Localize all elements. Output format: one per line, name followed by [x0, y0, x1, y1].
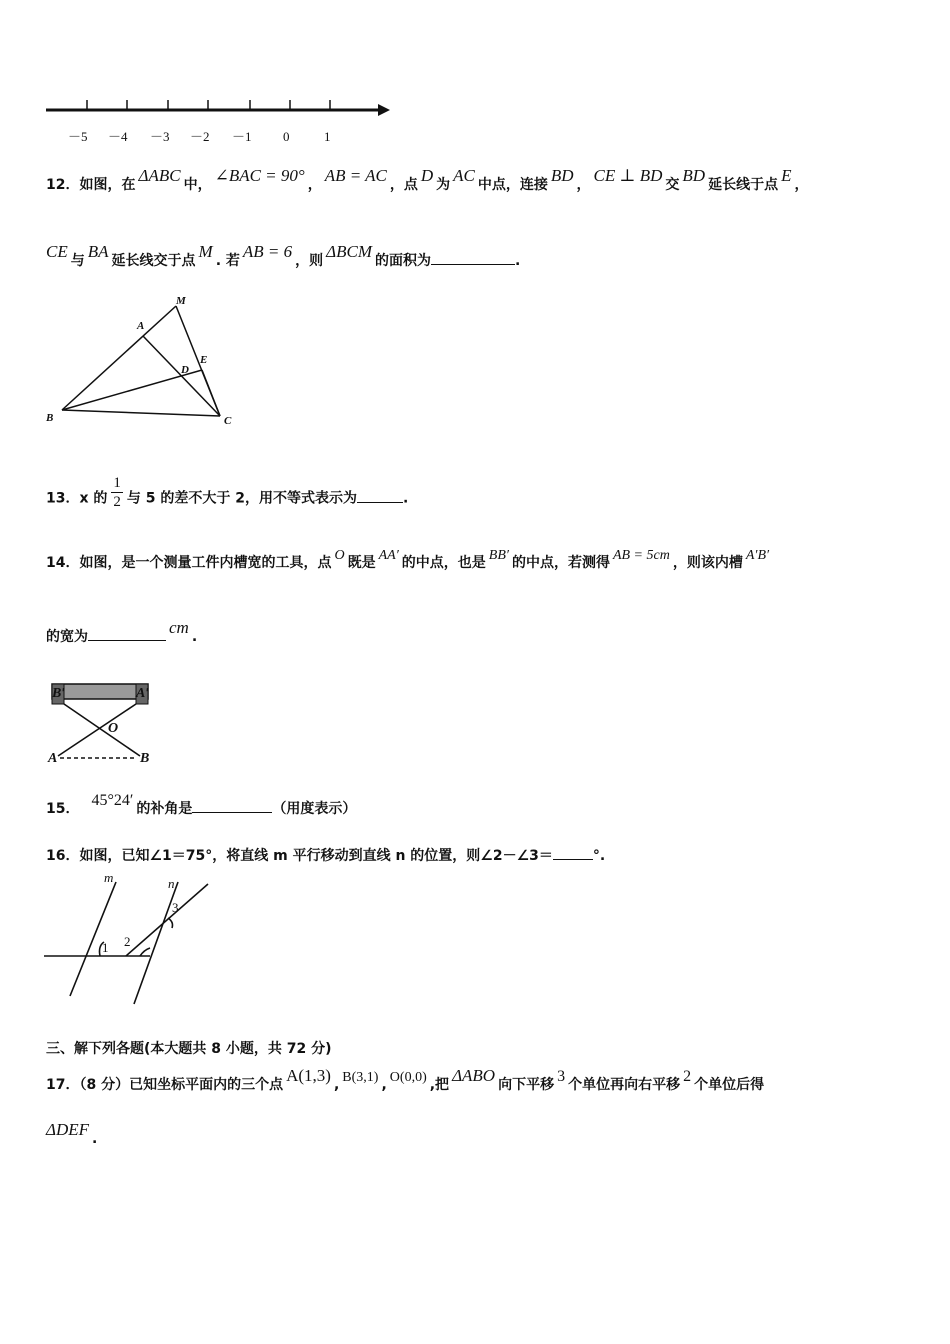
label-Aprime: A′ [136, 686, 150, 701]
answer-blank[interactable] [431, 252, 515, 265]
transversal-line [126, 884, 208, 956]
slot-bar [52, 684, 148, 699]
label-angle-3: 3 [172, 900, 179, 915]
angle-2-arc [140, 948, 150, 956]
tick-label: －4 [108, 129, 128, 144]
label-angle-1: 1 [102, 940, 109, 955]
label-B: B [140, 751, 150, 766]
question-17-line-1: 17．（8 分）已知坐标平面内的三个点 A(1,3) , B(3,1) , O(0,0) ,把 ΔABO 向下平移 3 个单位再向右平移 2 个单位后得 [46, 1066, 765, 1093]
label-B: B [46, 412, 54, 424]
segment-BC [62, 410, 220, 416]
tick-label: 1 [324, 129, 331, 144]
tick-label: 0 [283, 129, 290, 144]
answer-blank[interactable] [88, 628, 166, 641]
question-number: 17． [46, 1077, 80, 1093]
figure-12-triangle [40, 290, 250, 430]
label-C: C [224, 415, 232, 427]
question-14-line-2: 的宽为 cm . [46, 618, 198, 645]
label-D: D [181, 364, 189, 376]
label-n: n [168, 876, 175, 891]
tick-label: －1 [232, 129, 252, 144]
number-line-figure [40, 92, 400, 152]
question-number: 13． [46, 490, 80, 507]
question-number: 16． [46, 848, 80, 864]
label-A: A [137, 320, 145, 332]
question-14-line-1: 14．如图，是一个测量工件内槽宽的工具，点 O 既是 AA′ 的中点，也是 BB′ 的中点，若测得 AB = 5cm ，则该内槽 A′B′ [46, 548, 770, 571]
label-E: E [200, 354, 208, 366]
answer-blank[interactable] [192, 800, 272, 813]
number-line-arrow [378, 104, 390, 116]
question-16: 16．如图，已知∠1＝75°，将直线 m 平行移动到直线 n 的位置，则∠2－∠3＝ °. [46, 848, 606, 864]
question-12-line-1: 12．如图，在 ΔABC 中， ∠BAC = 90° ， AB = AC ，点 D 为 AC 中点，连接 BD ， CE ⊥ BD 交 BD 延长线于点 E ， [46, 166, 809, 193]
label-angle-2: 2 [124, 934, 131, 949]
tick-label: －2 [190, 129, 210, 144]
segment-BprimeB [64, 704, 140, 756]
tick-label: －3 [150, 129, 170, 144]
label-m: m [104, 870, 114, 885]
segment-AprimeA [58, 704, 136, 756]
question-15: 15． 45°24′ 的补角是 （用度表示） [46, 792, 357, 817]
label-O: O [108, 721, 119, 736]
line-m [70, 882, 116, 996]
figure-14-tool [44, 678, 164, 770]
question-number: 15． [46, 801, 80, 817]
label-M: M [176, 295, 186, 307]
segment-CE [202, 370, 220, 416]
figure-16-parallel-lines [40, 868, 220, 1010]
question-number: 12． [46, 177, 80, 193]
answer-blank[interactable] [553, 847, 593, 860]
label-Bprime: B′ [52, 686, 66, 701]
label-A: A [48, 751, 58, 766]
question-12-line-2: CE 与 BA 延长线交于点 M . 若 AB = 6 ，则 ΔBCM 的面积为 . [46, 242, 521, 269]
question-number: 14． [46, 555, 80, 571]
fraction-one-half: $\frac{1}{2}$ [113, 475, 121, 510]
question-13: 13．x 的 $\frac{1}{2}$ 与 5 的差不大于 2，用不等式表示为 . [46, 475, 409, 510]
section-3-heading: 三、解下列各题(本大题共 8 小题，共 72 分) [46, 1041, 332, 1057]
tick-label: －5 [68, 129, 88, 144]
answer-blank[interactable] [357, 490, 403, 503]
question-17-line-2: ΔDEF . [46, 1120, 98, 1147]
